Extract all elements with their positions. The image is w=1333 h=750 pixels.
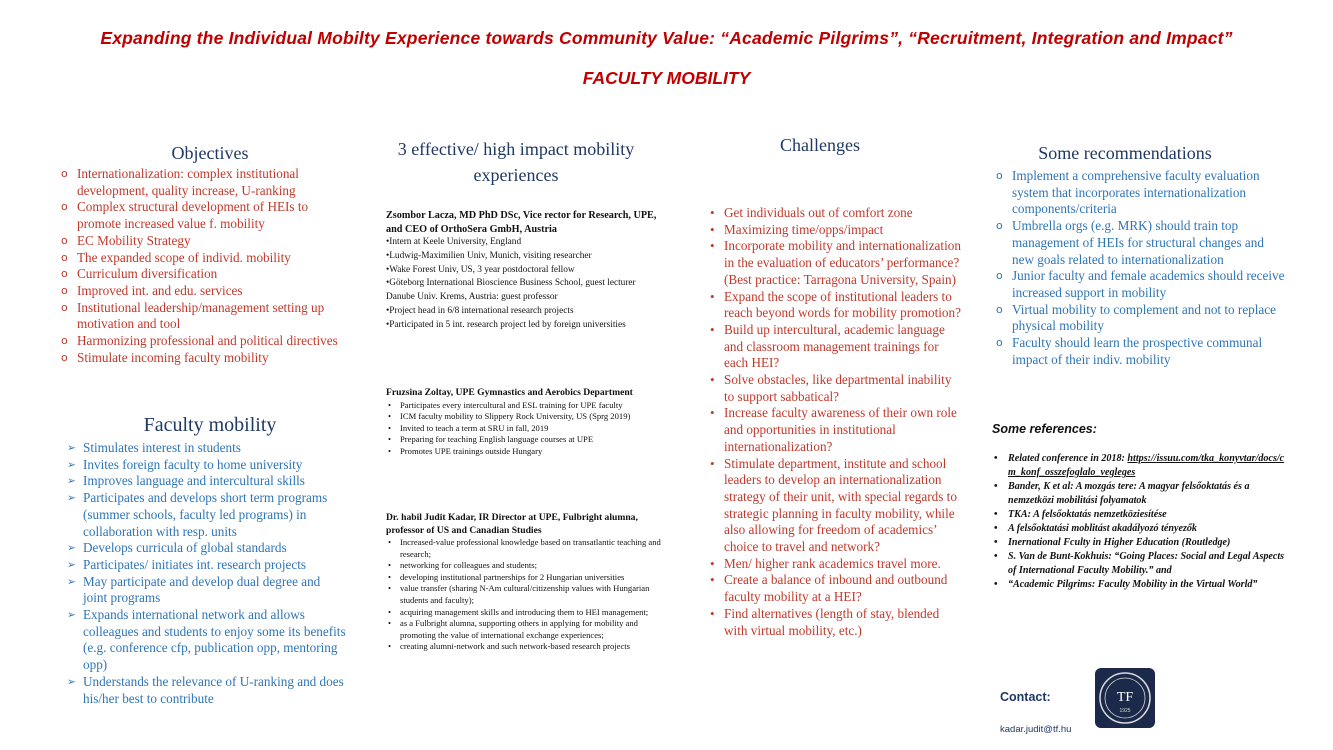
list-item: ➢ Invites foreign faculty to home university <box>67 457 347 474</box>
list-item: o Junior faculty and female academics should receive increased support in mobility <box>996 268 1286 301</box>
logo-text: TF <box>1116 690 1134 705</box>
person-detail: • developing institutional partnerships for 2 Hungarian universities <box>386 572 661 584</box>
person-detail: •Participated in 5 int. research project led by foreign universities <box>386 319 626 330</box>
list-item: o Umbrella orgs (e.g. MRK) should train top management of HEIs for structural changes and new goals related to internationalization <box>996 218 1286 268</box>
reference-link[interactable]: https://issuu.com/tka_konyvtar/docs/cm_konf_osszefoglalo_vegleges <box>1008 453 1285 478</box>
challenges-list <box>708 205 964 639</box>
person-detail: Danube Univ. Krems, Austria: guest professor <box>386 292 558 303</box>
references-heading: Some references: <box>992 422 1097 436</box>
objectives-heading: Objectives <box>171 143 249 163</box>
person-name: Fruzsina Zoltay, UPE Gymnastics and Aerobics Department <box>386 387 633 398</box>
faculty-mobility-heading: Faculty mobility <box>143 414 277 436</box>
person-detail: •Ludwig-Maximilien Univ, Munich, visiting researcher <box>386 250 592 261</box>
references-list <box>992 452 1287 592</box>
person-detail: •Project head in 6/8 international research projects <box>386 305 574 316</box>
poster-title: Expanding the Individual Mobilty Experience towards Community Value: “Academic Pilgrims”, “Recruitment, Integration and Impact” <box>100 28 1233 48</box>
challenges-heading: Challenges <box>780 135 860 155</box>
reference-text: Related conference in 2018: <box>1008 453 1128 464</box>
experiences-heading-line1: 3 effective/ high impact mobility <box>397 139 635 159</box>
list-item: • S. Van de Bunt-Kokhuis: “Going Places: Social and Legal Aspects of International Faculty Mobility.” and <box>992 550 1287 578</box>
person-detail: • as a Fulbright alumna, supporting others in applying for mobility and promoting the value of international exchange experiences; <box>386 618 661 641</box>
list-item: o Stimulate incoming faculty mobility <box>61 350 351 367</box>
list-item: o Internationalization: complex institutional development, quality increase, U-ranking <box>61 166 351 199</box>
recommendations-heading: Some recommendations <box>1038 143 1212 163</box>
list-item: • TKA: A felsőoktatás nemzetköziesítése <box>992 508 1287 522</box>
person-detail: • networking for colleagues and students; <box>386 560 661 572</box>
list-item: • Inernational Fculty in Higher Education (Routledge) <box>992 536 1287 550</box>
list-item: ➢ Participates/ initiates int. research projects <box>67 557 347 574</box>
list-item: • Men/ higher rank academics travel more. <box>708 556 964 573</box>
person-detail: •Wake Forest Univ, US, 3 year postdoctoral fellow <box>386 264 575 275</box>
contact-email[interactable]: kadar.judit@tf.hu <box>1000 724 1072 735</box>
logo-seal-icon <box>1095 668 1155 728</box>
list-item: ➢ Expands international network and allows colleagues and students to enjoy some its benefits (e.g. conference cfp, publication opp, mentoring opp) <box>67 607 347 674</box>
list-item: o Faculty should learn the prospective communal impact of their indiv. mobility <box>996 335 1286 368</box>
person-detail: •Intern at Keele University, England <box>386 237 522 247</box>
list-item: • Expand the scope of institutional leaders to reach beyond words for mobility promotion? <box>708 289 964 322</box>
list-item: ➢ Understands the relevance of U-ranking and does his/her best to contribute <box>67 674 347 707</box>
person-detail: • ICM faculty mobility to Slippery Rock University, US (Sprg 2019) <box>386 411 661 423</box>
university-logo <box>1095 668 1155 728</box>
experiences-heading <box>366 136 666 188</box>
experiences-heading-line2: experiences <box>473 165 559 185</box>
person-name: Zsombor Lacza, MD PhD DSc, Vice rector for Research, UPE, and CEO of OrthoSera GmbH, Austria <box>386 210 657 235</box>
list-item: o EC Mobility Strategy <box>61 233 351 250</box>
list-item: ➢ Participates and develops short term programs (summer schools, faculty led programs) in collaboration with resp. units <box>67 490 347 540</box>
person-detail: • acquiring management skills and introducing them to HEI management; <box>386 607 661 619</box>
list-item: • Stimulate department, institute and school leaders to develop an internationalization strategy of their unit, with special regards to strategic planning in faculty mobility, while also allowing for freedom of academics’ choice to travel and network? <box>708 456 964 556</box>
list-item: ➢ Improves language and intercultural skills <box>67 473 347 490</box>
person-detail: •Göteborg International Bioscience Business School, guest lecturer <box>386 278 636 289</box>
experience-person-2 <box>386 387 661 457</box>
list-item: o Harmonizing professional and political directives <box>61 333 351 350</box>
list-item: • Increase faculty awareness of their own role and opportunities in institutional internationalization? <box>708 405 964 455</box>
person-detail: • Participates every intercultural and ESL training for UPE faculty <box>386 400 661 412</box>
poster-subtitle: FACULTY MOBILITY <box>582 68 751 88</box>
faculty-mobility-list <box>67 440 347 707</box>
list-item: o Institutional leadership/management setting up motivation and tool <box>61 300 351 333</box>
list-item: o Curriculum diversification <box>61 266 351 283</box>
experience-person-3 <box>386 512 661 653</box>
list-item: • Solve obstacles, like departmental inability to support sabbatical? <box>708 372 964 405</box>
list-item: o Virtual mobility to complement and not to replace physical mobility <box>996 302 1286 335</box>
list-item: • Maximizing time/opps/impact <box>708 222 964 239</box>
list-item: • Get individuals out of comfort zone <box>708 205 964 222</box>
list-item: • Incorporate mobility and internationalization in the evaluation of educators’ performance? (Best practice: Tarragona University, Spain) <box>708 238 964 288</box>
logo-year: 1925 <box>1119 708 1131 714</box>
person-detail: • creating alumni-network and such network-based research projects <box>386 641 661 653</box>
person-detail: • Preparing for teaching English language courses at UPE <box>386 434 661 446</box>
person-detail: • Invited to teach a term at SRU in fall, 2019 <box>386 423 661 435</box>
list-item: • Bander, K et al: A mozgás tere: A magyar felsőoktatás és a nemzetközi mobilitási folyamatok <box>992 480 1287 508</box>
list-item: • “Academic Pilgrims: Faculty Mobility in the Virtual World” <box>992 578 1287 592</box>
list-item: ➢ Develops curricula of global standards <box>67 540 347 557</box>
person-detail: • Increased-value professional knowledge based on transatlantic teaching and research; <box>386 537 661 560</box>
person-name: Dr. habil Judit Kadar, IR Director at UPE, Fulbright alumna, professor of US and Canadian Studies <box>386 512 638 536</box>
list-item <box>992 452 1287 480</box>
list-item: o Implement a comprehensive faculty evaluation system that incorporates internationalization components/criteria <box>996 168 1286 218</box>
person-detail: • Promotes UPE trainings outside Hungary <box>386 446 661 458</box>
list-item: o Improved int. and edu. services <box>61 283 351 300</box>
person-detail: • value transfer (sharing N-Am cultural/citizenship values with Hungarian students and faculty); <box>386 583 661 606</box>
list-item: • Build up intercultural, academic language and classroom management trainings for each HEI? <box>708 322 964 372</box>
list-item: • Find alternatives (length of stay, blended with virtual mobility, etc.) <box>708 606 964 639</box>
list-item: ➢ May participate and develop dual degree and joint programs <box>67 574 347 607</box>
list-item: • A felsőoktatási moblitást akadályozó tényezők <box>992 522 1287 536</box>
recommendations-list <box>996 168 1286 368</box>
list-item: ➢ Stimulates interest in students <box>67 440 347 457</box>
experience-person-1 <box>386 209 661 333</box>
contact-label: Contact: <box>1000 690 1051 704</box>
objectives-list <box>61 166 351 366</box>
list-item: o Complex structural development of HEIs to promote increased value f. mobility <box>61 199 351 232</box>
list-item: o The expanded scope of individ. mobility <box>61 250 351 267</box>
list-item: • Create a balance of inbound and outbound faculty mobility at a HEI? <box>708 572 964 605</box>
